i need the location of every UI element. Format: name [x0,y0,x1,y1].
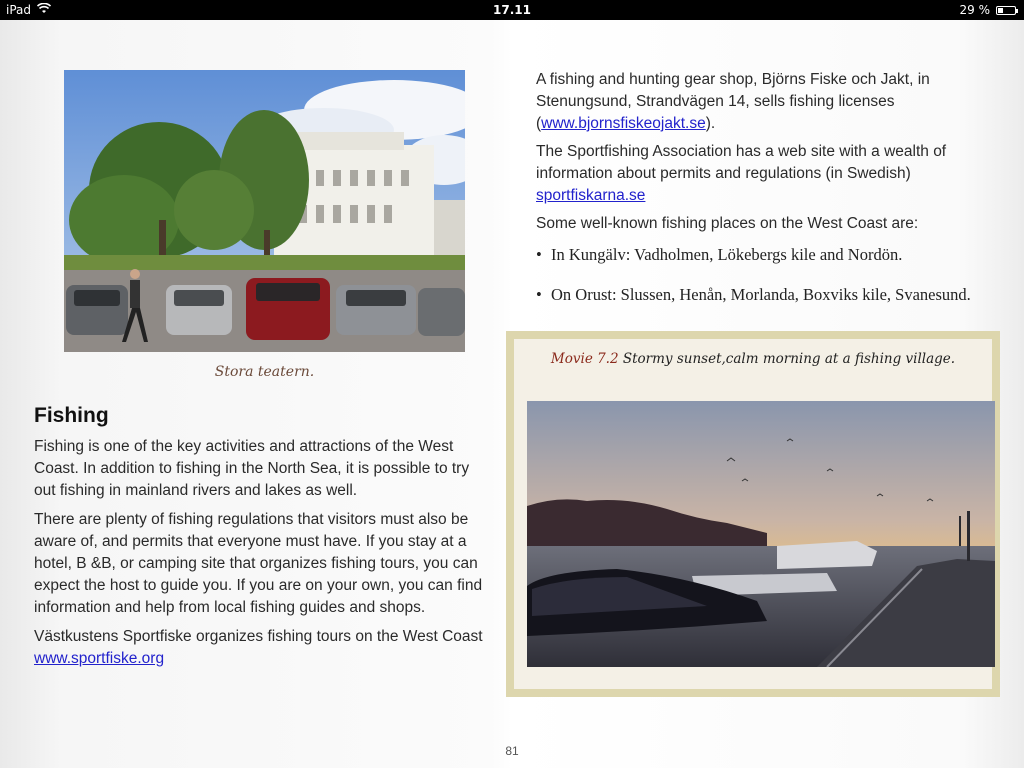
movie-title: Stormy sunset,calm morning at a fishing village. [622,351,956,367]
bjornsfiske-link[interactable]: www.bjornsfiskeojakt.se [541,115,706,132]
paragraph: Västkustens Sportfiske organizes fishing tours on the West Coast www.sportfiske.org [34,628,483,667]
battery-icon [996,6,1016,15]
battery-percent: 29 % [959,3,990,17]
paragraph: Fishing is one of the key activities and attractions of the West Coast. In addition to fishing in the North Sea, it is possible to try out fishing in mainland rivers and lakes as well. [34,438,470,499]
paragraph: There are plenty of fishing regulations that visitors must also be aware of, and permits that everyone must have. If you stay at a hotel, B &B, or camping site that organizes fishing tours, you can expect the host to guide you. If you are on your own, you can find information and help from local fishing guides and shops. [34,511,483,616]
photo-caption: Stora teatern. [214,364,315,380]
movie-caption [514,351,992,367]
movie-widget [506,331,1000,697]
left-body [34,436,489,677]
section-heading: Fishing [34,404,109,427]
sportfiskarna-link[interactable]: sportfiskarna.se [536,187,646,204]
fishing-places-list [536,244,976,324]
list-item: • On Orust: Slussen, Henån, Morlanda, Boxviks kile, Svanesund. [536,284,976,305]
stora-teatern-photo [64,70,465,352]
paragraph: Some well-known fishing places on the West Coast are: [536,215,919,232]
movie-video[interactable] [527,401,995,667]
status-right [960,3,1017,17]
page-number: 81 [505,744,519,758]
paragraph: The Sportfishing Association has a web site with a wealth of information about permits and regulations (in Swedish) sportfiskarna.se [536,143,947,204]
status-bar [0,0,1024,20]
sportfiske-link[interactable]: www.sportfiske.org [34,650,165,667]
movie-frame [514,339,992,689]
paragraph: A fishing and hunting gear shop, Björns Fiske och Jakt, in Stenungsund, Strandvägen 14, sells fishing licenses (www.bjornsfiskeojakt.se). [536,71,930,132]
device-name: iPad [6,3,32,17]
status-time: 17.11 [493,3,531,17]
right-body [536,69,976,241]
list-item: • In Kungälv: Vadholmen, Lökebergs kile and Nordön. [536,244,976,265]
movie-number: Movie 7.2 [550,351,619,367]
